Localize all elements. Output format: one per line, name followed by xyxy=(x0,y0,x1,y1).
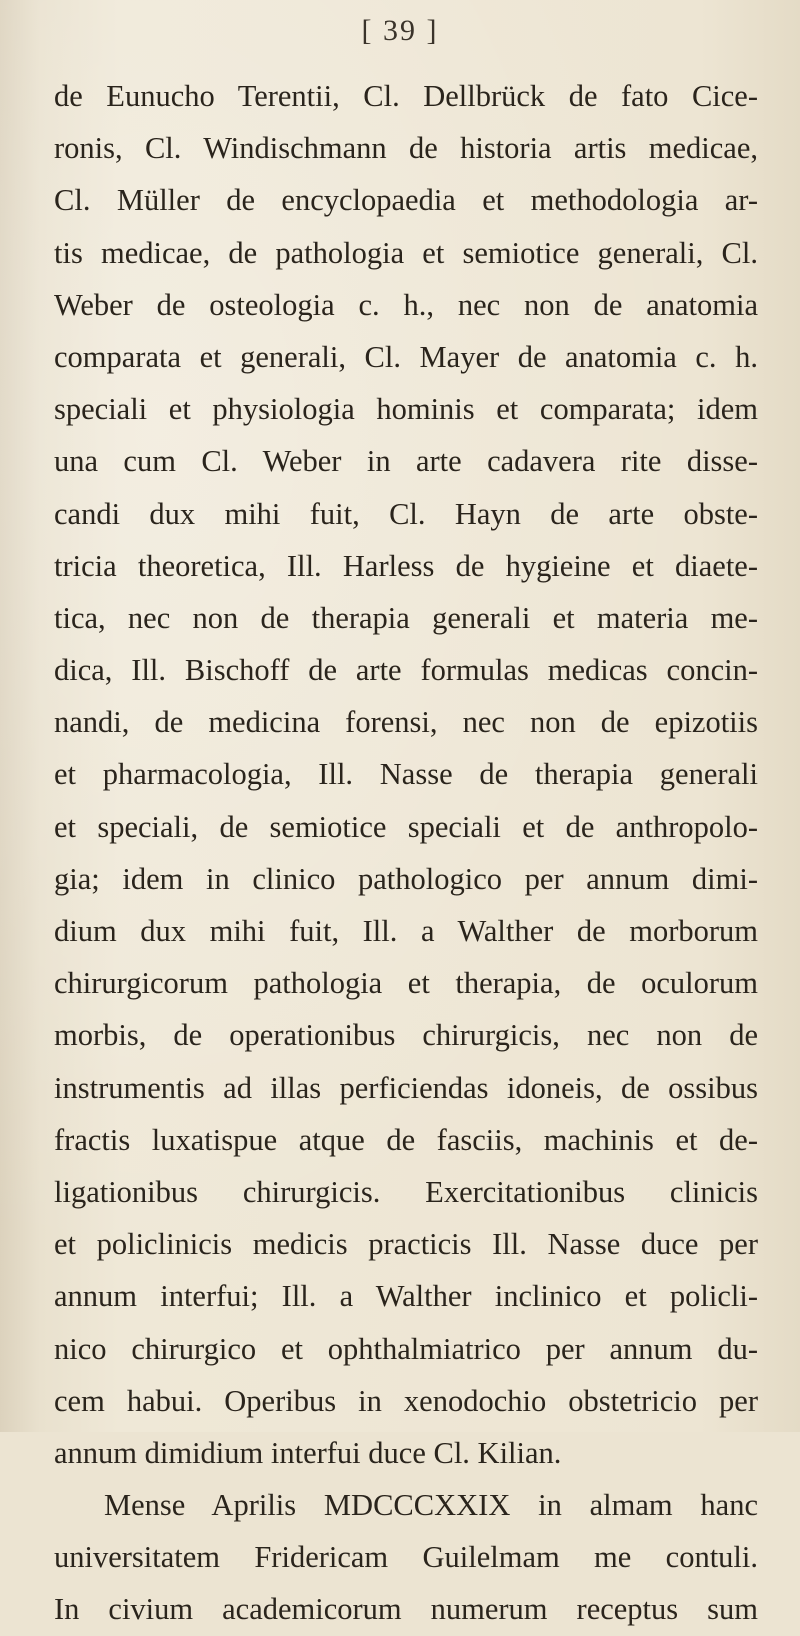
text-line: morbis, de operationibus chirurgicis, nec non de xyxy=(54,1018,758,1053)
text-line: instrumentis ad illas perficiendas idoneis, de ossibus xyxy=(54,1070,758,1105)
text-line: ronis, Cl. Windischmann de historia artis medicae, xyxy=(54,131,758,166)
text-line: annum dimidium interfui duce Cl. Kilian. xyxy=(54,1435,562,1470)
text-line: speciali et physiologia hominis et comparata; idem xyxy=(54,392,758,427)
text-line: comparata et generali, Cl. Mayer de anatomia c. h. xyxy=(54,339,758,374)
text-line: ligationibus chirurgicis. Exercitationibus clinicis xyxy=(54,1174,758,1209)
text-line: et speciali, de semiotice speciali et de anthropolo- xyxy=(54,809,758,844)
text-line: Mense Aprilis MDCCCXXIX in almam hanc xyxy=(104,1488,758,1523)
text-line: Weber de osteologia c. h., nec non de anatomia xyxy=(54,287,758,322)
body-text xyxy=(54,70,758,1636)
text-line: tis medicae, de pathologia et semiotice generali, Cl. xyxy=(54,235,758,270)
text-line: Cl. Müller de encyclopaedia et methodologia ar- xyxy=(54,183,758,218)
text-line: dium dux mihi fuit, Ill. a Walther de morborum xyxy=(54,914,758,948)
text-line: tica, nec non de therapia generali et materia me- xyxy=(54,600,758,635)
text-line: candi dux mihi fuit, Cl. Hayn de arte obste- xyxy=(54,496,758,531)
text-line: dica, Ill. Bischoff de arte formulas medicas concin- xyxy=(54,653,758,688)
text-line: cem habui. Operibus in xenodochio obstetricio per xyxy=(54,1383,758,1418)
text-line: et policlinicis medicis practicis Ill. Nasse duce per xyxy=(54,1227,758,1262)
text-line: gia; idem in clinico pathologico per annum dimi- xyxy=(54,861,758,896)
page-number-header: [ 39 ] xyxy=(361,14,439,47)
text-line: tricia theoretica, Ill. Harless de hygieine et diaete- xyxy=(54,548,758,583)
text-line: nandi, de medicina forensi, nec non de epizotiis xyxy=(54,705,758,740)
text-line: de Eunucho Terentii, Cl. Dellbrück de fato Cice- xyxy=(54,79,758,113)
text-line: chirurgicorum pathologia et therapia, de oculorum xyxy=(54,966,758,1001)
text-line: fractis luxatispue atque de fasciis, machinis et de- xyxy=(54,1122,758,1157)
text-line: annum interfui; Ill. a Walther inclinico et policli- xyxy=(54,1279,758,1314)
text-line: nico chirurgico et ophthalmiatrico per annum du- xyxy=(54,1331,758,1366)
text-line: In civium academicorum numerum receptus sum xyxy=(54,1592,758,1627)
text-line: et pharmacologia, Ill. Nasse de therapia generali xyxy=(54,757,758,792)
text-line: universitatem Fridericam Guilelmam me contuli. xyxy=(54,1540,758,1575)
text-line: una cum Cl. Weber in arte cadavera rite disse- xyxy=(54,444,758,479)
